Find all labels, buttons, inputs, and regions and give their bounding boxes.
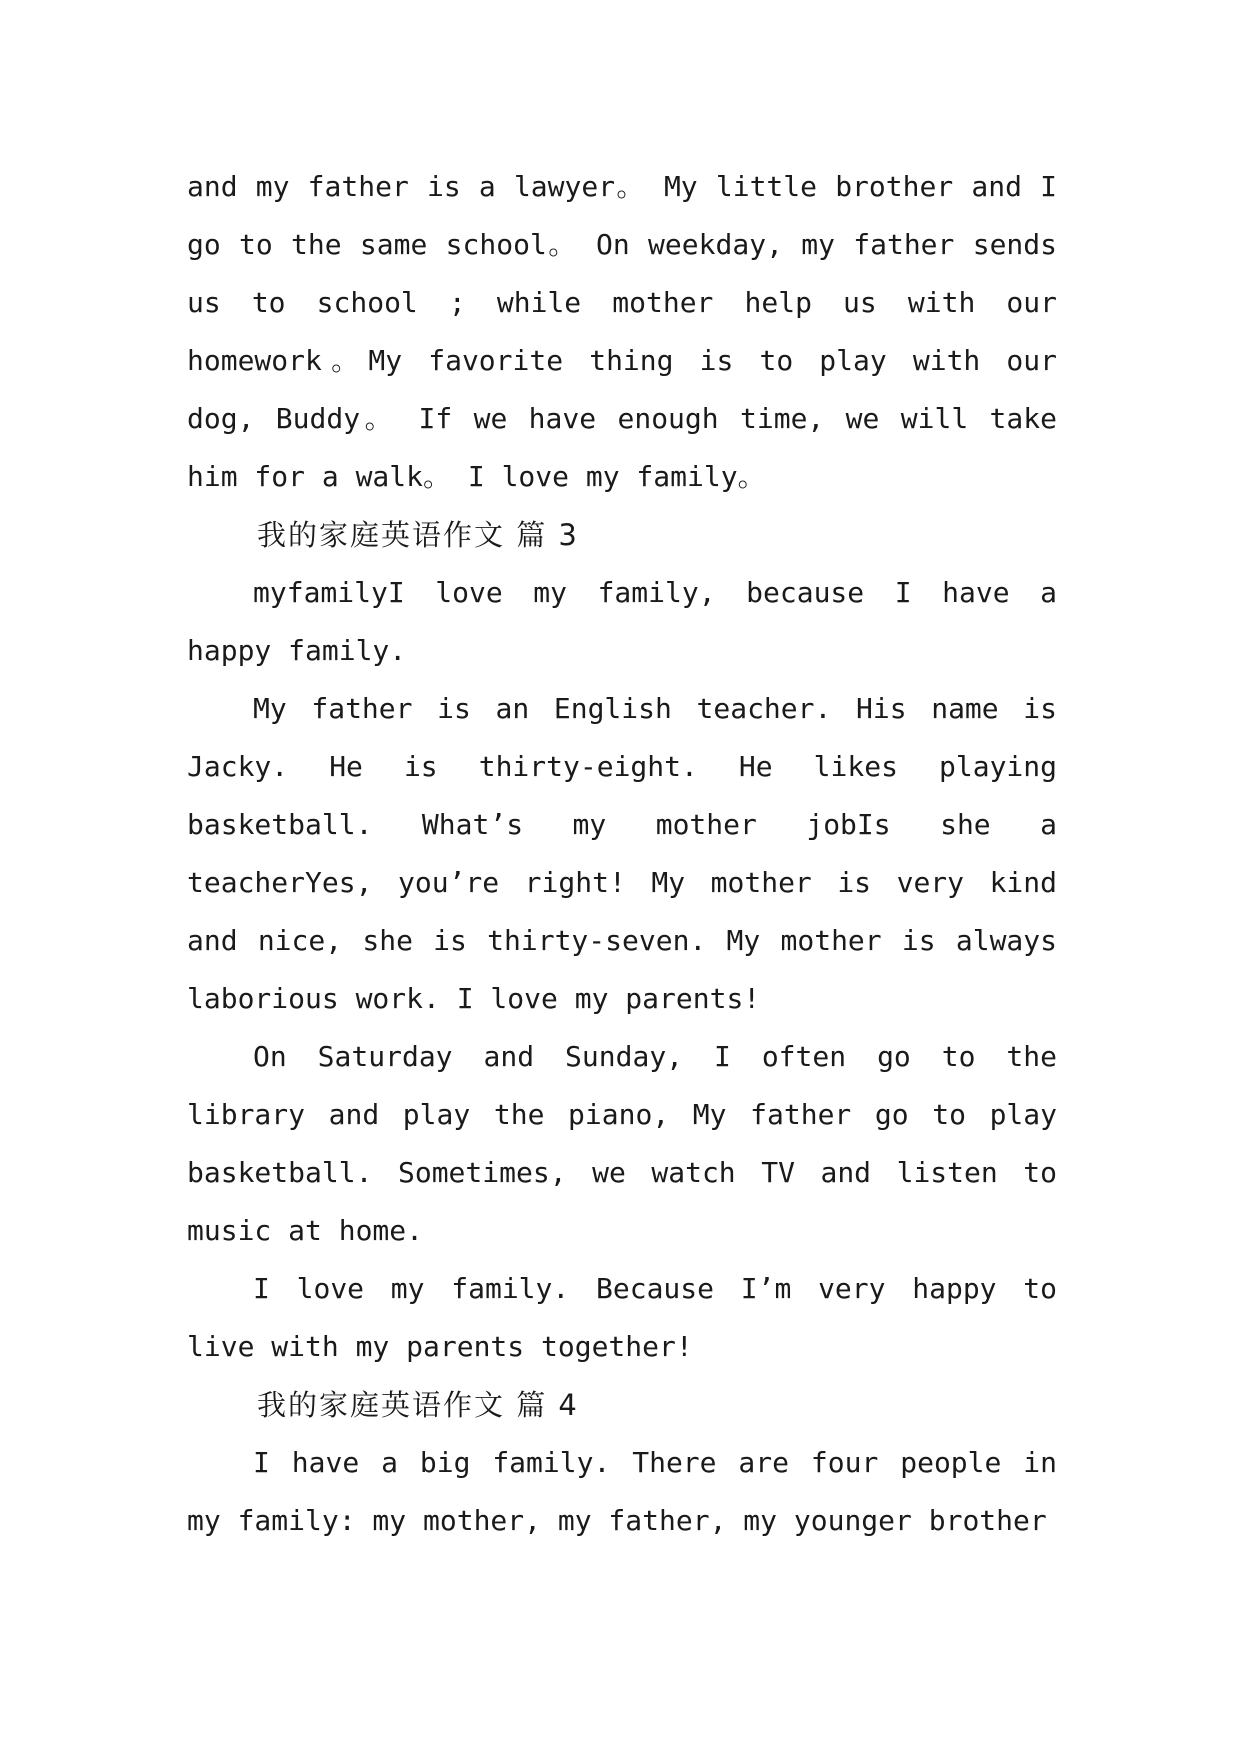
paragraph-my-family: myfamilyI love my family, because I have a happy family. [187,576,1057,667]
section-heading-3: 我的家庭英语作文 篇 3 [257,518,579,552]
paragraph-father-mother: My father is an English teacher. His name is Jacky. He is thirty-eight. He likes playing basketball. What’s my mother jobIs she a teacherYes, you’re right! My mother is very kind and nice, she is thirty-seven. My mother is always laborious work. I love my parents! [187,692,1057,1015]
paragraph-weekend: On Saturday and Sunday, I often go to the library and play the piano, My father go to play basketball. Sometimes, we watch TV and listen to music at home. [187,1040,1057,1247]
paragraph-family-intro-end: and my father is a lawyer。 My little brother and I go to the same school。 On weekday, my father sends us to school ; while mother help us with our homework。My favorite thing is to play with our dog, Buddy。 If we have enough time, we will take him for a walk。 I love my family。 [187,170,1057,493]
paragraph-big-family: I have a big family. There are four people in my family: my mother, my father, my younger brother [187,1446,1057,1537]
section-heading-4: 我的家庭英语作文 篇 4 [257,1388,579,1422]
paragraph-love-family: I love my family. Because I’m very happy to live with my parents together! [187,1272,1057,1363]
document-body [187,158,1057,1550]
